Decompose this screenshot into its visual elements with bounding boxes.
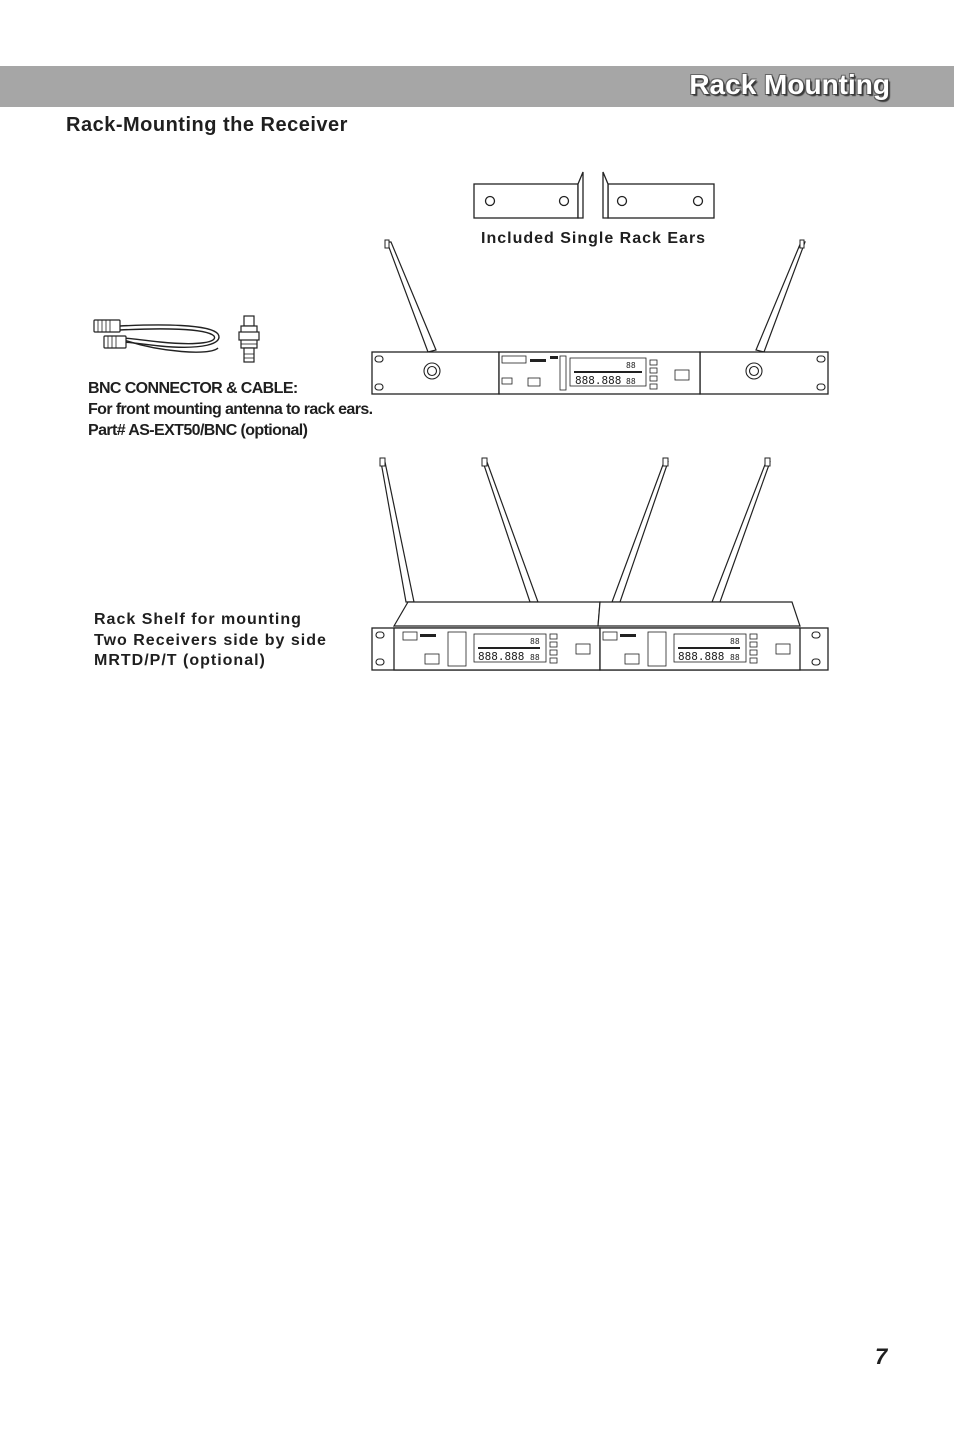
svg-text:88: 88	[626, 361, 636, 370]
svg-text:88: 88	[530, 637, 540, 646]
bnc-line-1: For front mounting antenna to rack ears.	[88, 401, 373, 418]
page-number: 7	[875, 1344, 888, 1369]
bnc-title: BNC CONNECTOR & CABLE:	[88, 380, 298, 397]
shelf-receiver-1-frequency-display: 888.888	[478, 650, 525, 663]
bnc-description	[88, 378, 388, 441]
bnc-line-2: Part# AS-EXT50/BNC (optional)	[88, 422, 308, 439]
shelf-line-2: Two Receivers side by side	[94, 631, 327, 649]
rack-ears-caption: Included Single Rack Ears	[481, 230, 707, 247]
shelf-line-3: MRTD/P/T (optional)	[94, 652, 266, 669]
rack-shelf-illustration	[370, 456, 832, 672]
single-receiver-rack-illustration	[370, 240, 832, 400]
page-header-title: Rack Mounting	[689, 69, 890, 100]
svg-text:88: 88	[530, 653, 540, 662]
header-bar	[0, 66, 954, 107]
shelf-line-1: Rack Shelf for mounting	[94, 611, 302, 628]
svg-text:88: 88	[730, 653, 740, 662]
svg-text:88: 88	[626, 377, 636, 386]
svg-text:88: 88	[730, 637, 740, 646]
single-receiver-frequency-display: 888.888	[575, 374, 622, 387]
section-title: Rack-Mounting the Receiver	[66, 114, 348, 136]
rack-shelf-description	[94, 610, 364, 672]
rack-ears-illustration	[470, 166, 720, 226]
bnc-cable-illustration	[90, 312, 280, 372]
shelf-receiver-2-frequency-display: 888.888	[678, 650, 725, 663]
